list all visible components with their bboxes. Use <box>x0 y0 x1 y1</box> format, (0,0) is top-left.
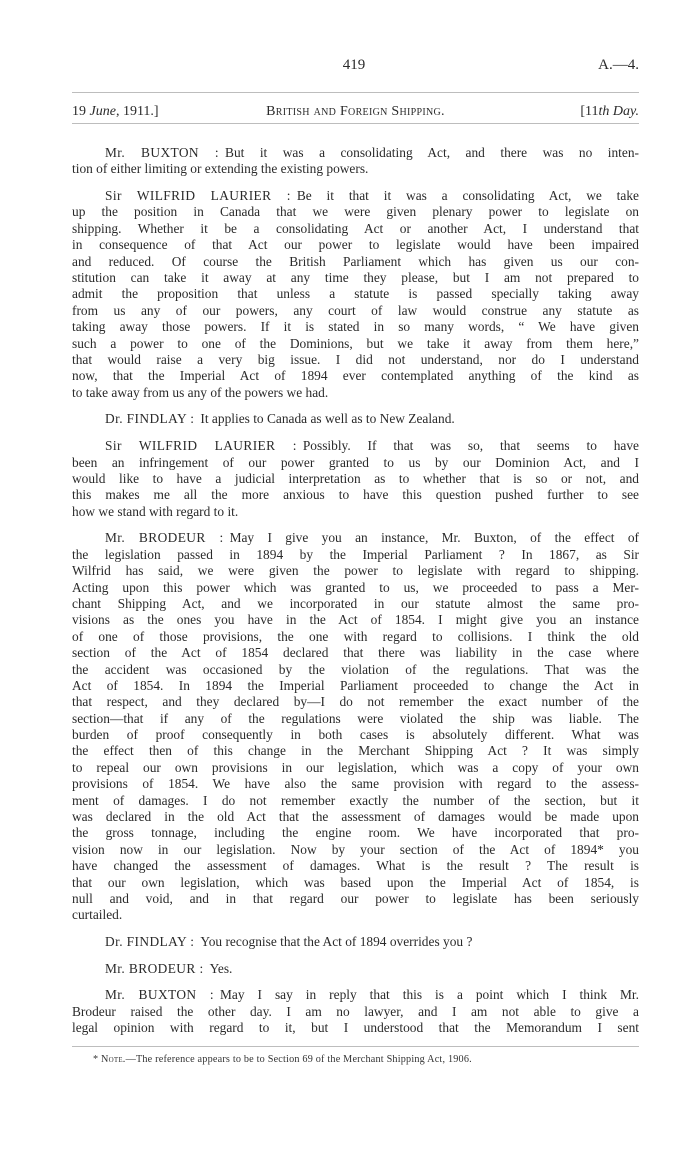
line-text: legal opinion with regard to it, but I understood that the Memorandum I sent <box>72 1020 639 1036</box>
footnote-rule <box>72 1046 639 1047</box>
footnote-marker: * <box>93 1054 99 1065</box>
text-line <box>72 411 639 427</box>
line-text: Yes. <box>209 960 233 976</box>
speech-paragraph <box>72 188 639 401</box>
line-text: Act of 1854. In 1894 the Imperial Parliament proceeded to change the Act in <box>72 677 639 693</box>
speech-paragraph <box>72 961 639 977</box>
line-text: the effect then of this change in the Merchant Shipping Act ? It was simply <box>72 743 639 759</box>
document-reference: A.—4. <box>598 57 639 73</box>
text-line <box>72 934 639 950</box>
text-line <box>72 270 639 286</box>
line-text: the accident was occasioned by the violation of the regulations. That was the <box>72 661 639 677</box>
line-text: the gross tonnage, including the engine room. We have incorporated that pro- <box>72 825 639 841</box>
speaker-name: Sir WILFRID LAURIER : <box>105 438 297 454</box>
line-text: curtailed. <box>72 907 123 923</box>
text-line <box>72 629 639 645</box>
line-text: was declared in the old Act that the assessment of damages would be made upon <box>72 809 639 825</box>
text-line <box>72 303 639 319</box>
line-text: in consequence of that Act our power to legislate would have been impaired <box>72 237 639 253</box>
line-text: up the position in Canada that we were given plenary power to legislate on <box>72 204 639 220</box>
text-line <box>72 961 639 977</box>
text-line <box>72 530 639 546</box>
footnote <box>93 1053 472 1067</box>
text-line <box>72 487 639 503</box>
line-text: provisions of 1854. We have also the same provision with regard to the assess- <box>72 776 639 792</box>
text-line <box>72 711 639 727</box>
day-number: [11 <box>580 104 599 119</box>
line-text: Possibly. If that was so, that seems to have <box>302 438 640 454</box>
line-text: null and void, and in that regard our power to legislate has been seriously <box>72 890 639 906</box>
transcript-body <box>72 145 639 1047</box>
line-text: tion of either limiting or extending the existing powers. <box>72 161 369 177</box>
text-line <box>72 368 639 384</box>
text-line <box>72 645 639 661</box>
speaker-name: Mr. BUXTON : <box>105 145 220 160</box>
speaker-name: Mr. BRODEUR : <box>105 960 204 976</box>
day-suffix: th Day. <box>598 104 639 119</box>
speaker-name: Dr. FINDLAY : <box>105 934 195 950</box>
line-text: that would raise a very big issue. I did not understand, nor do I understand <box>72 351 639 367</box>
text-line <box>72 842 639 858</box>
text-line <box>72 760 639 776</box>
text-line <box>72 188 639 204</box>
text-line <box>72 221 639 237</box>
text-line <box>72 612 639 628</box>
line-text: taking away those powers. If it is stated in so many words, “ We have given <box>72 319 639 335</box>
footnote-label: Note. <box>101 1054 126 1065</box>
line-text: and reduced. Of course the British Parliament which has given us our con- <box>72 253 639 269</box>
text-line <box>72 1020 639 1036</box>
text-line <box>72 254 639 270</box>
text-line <box>72 161 639 177</box>
line-text: May I say in reply that this is a point which I think Mr. <box>220 987 639 1003</box>
line-text: visions as the ones you have in the Act of 1854. I might give you an instance <box>72 612 639 628</box>
text-line <box>72 286 639 302</box>
line-text: been an infringement of our power granted to us by our Dominion Act, and I <box>72 454 639 470</box>
text-line <box>72 438 639 454</box>
line-text: section of the Act of 1854 declared that there was liability in the case where <box>72 645 639 661</box>
text-line <box>72 319 639 335</box>
text-line <box>72 504 639 520</box>
text-line <box>72 907 639 923</box>
speech-paragraph <box>72 438 639 520</box>
line-text: vision now in our legislation. Now by your section of the Act of 1894* you <box>72 841 639 857</box>
line-text: Brodeur raised the other day. I am no lawyer, and I am not able to give a <box>72 1003 639 1019</box>
text-line <box>72 858 639 874</box>
line-text: It applies to Canada as well as to New Zealand. <box>200 411 455 427</box>
text-line <box>72 891 639 907</box>
line-text: Acting upon this power which was granted to us, we proceeded to pass a Mer- <box>72 579 639 595</box>
line-text: this makes me all the more anxious to have this question pushed further to see <box>72 487 639 503</box>
text-line <box>72 563 639 579</box>
line-text: section—that if any of the regulations were violated the ship was liable. The <box>72 710 639 726</box>
line-text: admit the proposition that unless a statute is passed specially taking away <box>72 286 639 302</box>
text-line <box>72 455 639 471</box>
date-month: June <box>89 104 116 119</box>
header-rule-bottom <box>72 123 639 124</box>
text-line <box>72 145 639 161</box>
speech-paragraph <box>72 934 639 950</box>
speech-paragraph <box>72 530 639 923</box>
line-text: of one of those provisions, the one with regard to collisions. I think the old <box>72 628 639 644</box>
running-head-day <box>580 103 639 121</box>
line-text: to repeal our own provisions in our legislation, which was a copy of your own <box>72 759 639 775</box>
line-text: You recognise that the Act of 1894 overrides you ? <box>200 934 473 950</box>
speech-paragraph <box>72 145 639 178</box>
line-text: burden of proof consequently in both cases is absolutely different. What was <box>72 727 639 743</box>
line-text: the legislation passed in 1894 by the Imperial Parliament ? In 1867, as Sir <box>72 546 639 562</box>
page-number <box>0 56 700 74</box>
text-line <box>72 471 639 487</box>
text-line <box>72 727 639 743</box>
text-line <box>72 596 639 612</box>
line-text: ment of damages. I do not remember exactly the number of the section, but it <box>72 792 639 808</box>
line-text: Wilfrid has said, we were given the power to legislate with regard to shipping. <box>72 563 639 579</box>
header-rule-top <box>72 92 639 93</box>
line-text: from us any of our powers, any court of law would construe any statute as <box>72 302 639 318</box>
line-text: Be it that it was a consolidating Act, we take <box>296 188 639 204</box>
line-text: that respect, and they declared by—I do not remember the exact number of the <box>72 694 639 710</box>
footnote-text: —The reference appears to be to Section 69 of the Merchant Shipping Act, 1906. <box>125 1054 472 1065</box>
speaker-name: Dr. FINDLAY : <box>105 411 195 427</box>
line-text: have changed the assessment of damages. What is the result ? The result is <box>72 858 639 874</box>
date-day: 19 <box>72 104 86 119</box>
line-text: would like to have a judicial interpretation as to whether that is so or not, and <box>72 470 639 486</box>
text-line <box>72 1004 639 1020</box>
text-line <box>72 793 639 809</box>
text-line <box>72 580 639 596</box>
text-line <box>72 678 639 694</box>
speech-paragraph <box>72 987 639 1036</box>
text-line <box>72 662 639 678</box>
line-text: chant Shipping Act, and we incorporated in our statute almost the same pro- <box>72 595 639 611</box>
speaker-name: Mr. BUXTON : <box>105 987 214 1003</box>
text-line <box>72 385 639 401</box>
text-line <box>72 547 639 563</box>
line-text: But it was a consolidating Act, and there was no inten- <box>225 145 640 160</box>
page-number-text: 419 <box>342 57 366 73</box>
text-line <box>72 352 639 368</box>
text-line <box>72 694 639 710</box>
text-line <box>72 237 639 253</box>
text-line <box>72 776 639 792</box>
text-line <box>72 204 639 220</box>
speaker-name: Mr. BRODEUR : <box>105 530 224 546</box>
text-line <box>72 987 639 1003</box>
text-line <box>72 743 639 759</box>
text-line <box>72 809 639 825</box>
line-text: now, that the Imperial Act of 1894 ever contemplated anything of the kind as <box>72 368 639 384</box>
speech-paragraph <box>72 411 639 427</box>
text-line <box>72 336 639 352</box>
line-text: shipping. Whether it be a consolidating Act or another Act, I understand that <box>72 220 639 236</box>
line-text: such a power to one of the Dominions, but we take it away from them here,” <box>72 335 639 351</box>
text-line <box>72 875 639 891</box>
speaker-name: Sir WILFRID LAURIER : <box>105 188 291 204</box>
text-line <box>72 825 639 841</box>
running-head-title: British and Foreign Shipping. <box>266 104 445 119</box>
line-text: how we stand with regard to it. <box>72 503 239 519</box>
line-text: to take away from us any of the powers we had. <box>72 384 329 400</box>
date-year: , 1911.] <box>115 104 159 119</box>
line-text: stitution can take it away at any time they please, but I am not prepared to <box>72 270 639 286</box>
line-text: May I give you an instance, Mr. Buxton, of the effect of <box>229 530 640 546</box>
running-head <box>72 103 639 121</box>
line-text: that our own legislation, which was based upon the Imperial Act of 1854, is <box>72 874 639 890</box>
